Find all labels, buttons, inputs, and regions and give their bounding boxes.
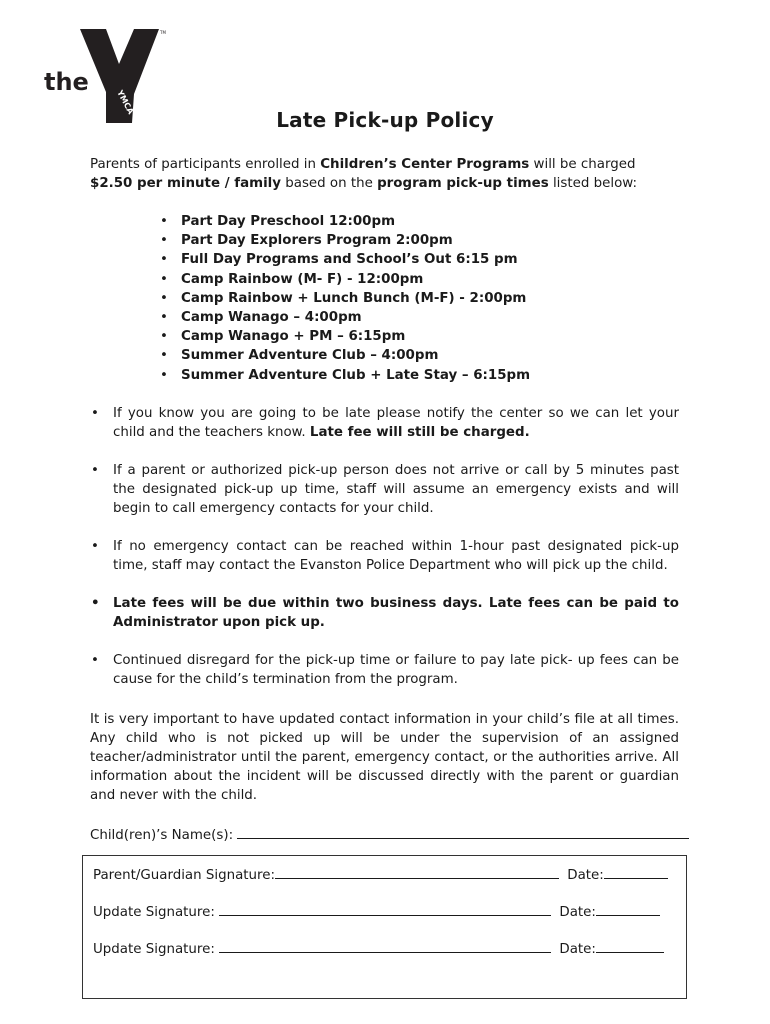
rule-notify-text: If you know you are going to be late please notify the center so we can let your child and the teachers know. [113, 406, 679, 440]
intro-text-5: based on the [280, 176, 378, 191]
update-signature-row-2 [93, 939, 664, 957]
rule-fees-due: • Late fees will be due within two business days. Late fees can be paid to Administrator upon pick up. [113, 594, 679, 632]
page-title: Late Pick-up Policy [276, 108, 494, 132]
update-date-label: Date: [559, 942, 596, 957]
rule-notify-fee: Late fee will still be charged. [309, 425, 530, 440]
program-item: • Part Day Explorers Program 2:00pm [181, 231, 530, 250]
policy-rules-list [113, 404, 679, 708]
program-item: • Camp Wanago – 4:00pm [181, 308, 530, 327]
closing-paragraph: It is very important to have updated contact information in your child’s file at all times. Any child who is not picked up will be under the supervision of an assigned teacher/administrator until the parent, emergency contact, or the authorities arrive. All information about the incident will be discussed directly with the parent or guardian and never with the child. [90, 712, 679, 803]
program-times-list [181, 212, 530, 385]
rule-emergency-assumed: • If a parent or authorized pick-up person does not arrive or call by 5 minutes past the designated pick-up up time, staff will assume an emergency exists and will begin to call emergency contacts for your child. [113, 461, 679, 518]
update-signature-label: Update Signature: [93, 905, 220, 920]
rule-termination: • Continued disregard for the pick-up time or failure to pay late pick- up fees can be cause for the child’s termination from the program. [113, 651, 679, 689]
intro-program-name: Children’s Center Programs [320, 157, 530, 172]
program-item: • Camp Rainbow + Lunch Bunch (M-F) - 2:00pm [181, 289, 530, 308]
children-names-label: Child(ren)’s Name(s): [90, 828, 238, 843]
logo-ymca-text: YMCA [115, 88, 136, 116]
parent-signature-field[interactable] [275, 865, 559, 879]
intro-pickup-times: program pick-up times [377, 176, 549, 191]
update-date-field[interactable] [596, 939, 664, 953]
parent-signature-row [93, 865, 668, 883]
intro-paragraph [90, 155, 690, 193]
program-item: • Summer Adventure Club + Late Stay – 6:15pm [181, 366, 530, 385]
program-item: • Part Day Preschool 12:00pm [181, 212, 530, 231]
intro-text-7: listed below: [548, 176, 637, 191]
intro-text-1: Parents of participants enrolled in [90, 157, 321, 172]
rule-notify-late [113, 404, 679, 442]
children-names-row [90, 825, 689, 843]
update-date-field[interactable] [596, 902, 660, 916]
signature-box [82, 855, 687, 999]
update-signature-row-1 [93, 902, 660, 920]
parent-signature-label: Parent/Guardian Signature: [93, 868, 275, 883]
logo-tm-text: TM [160, 30, 166, 35]
parent-date-label: Date: [567, 868, 604, 883]
intro-text-3: will be charged [529, 157, 636, 172]
program-item: • Camp Wanago + PM – 6:15pm [181, 327, 530, 346]
update-signature-label: Update Signature: [93, 942, 220, 957]
logo-the-text: the [44, 68, 89, 96]
update-signature-field[interactable] [219, 902, 551, 916]
update-date-label: Date: [559, 905, 596, 920]
program-item: • Summer Adventure Club – 4:00pm [181, 346, 530, 365]
children-names-field[interactable] [237, 825, 689, 839]
program-item: • Camp Rainbow (M- F) - 12:00pm [181, 270, 530, 289]
update-signature-field[interactable] [219, 939, 551, 953]
intro-fee-rate: $2.50 per minute / family [90, 176, 281, 191]
program-item: • Full Day Programs and School’s Out 6:15 pm [181, 250, 530, 269]
parent-date-field[interactable] [604, 865, 668, 879]
rule-police-contact: • If no emergency contact can be reached within 1-hour past designated pick-up time, staff may contact the Evanston Police Department who will pick up the child. [113, 537, 679, 575]
